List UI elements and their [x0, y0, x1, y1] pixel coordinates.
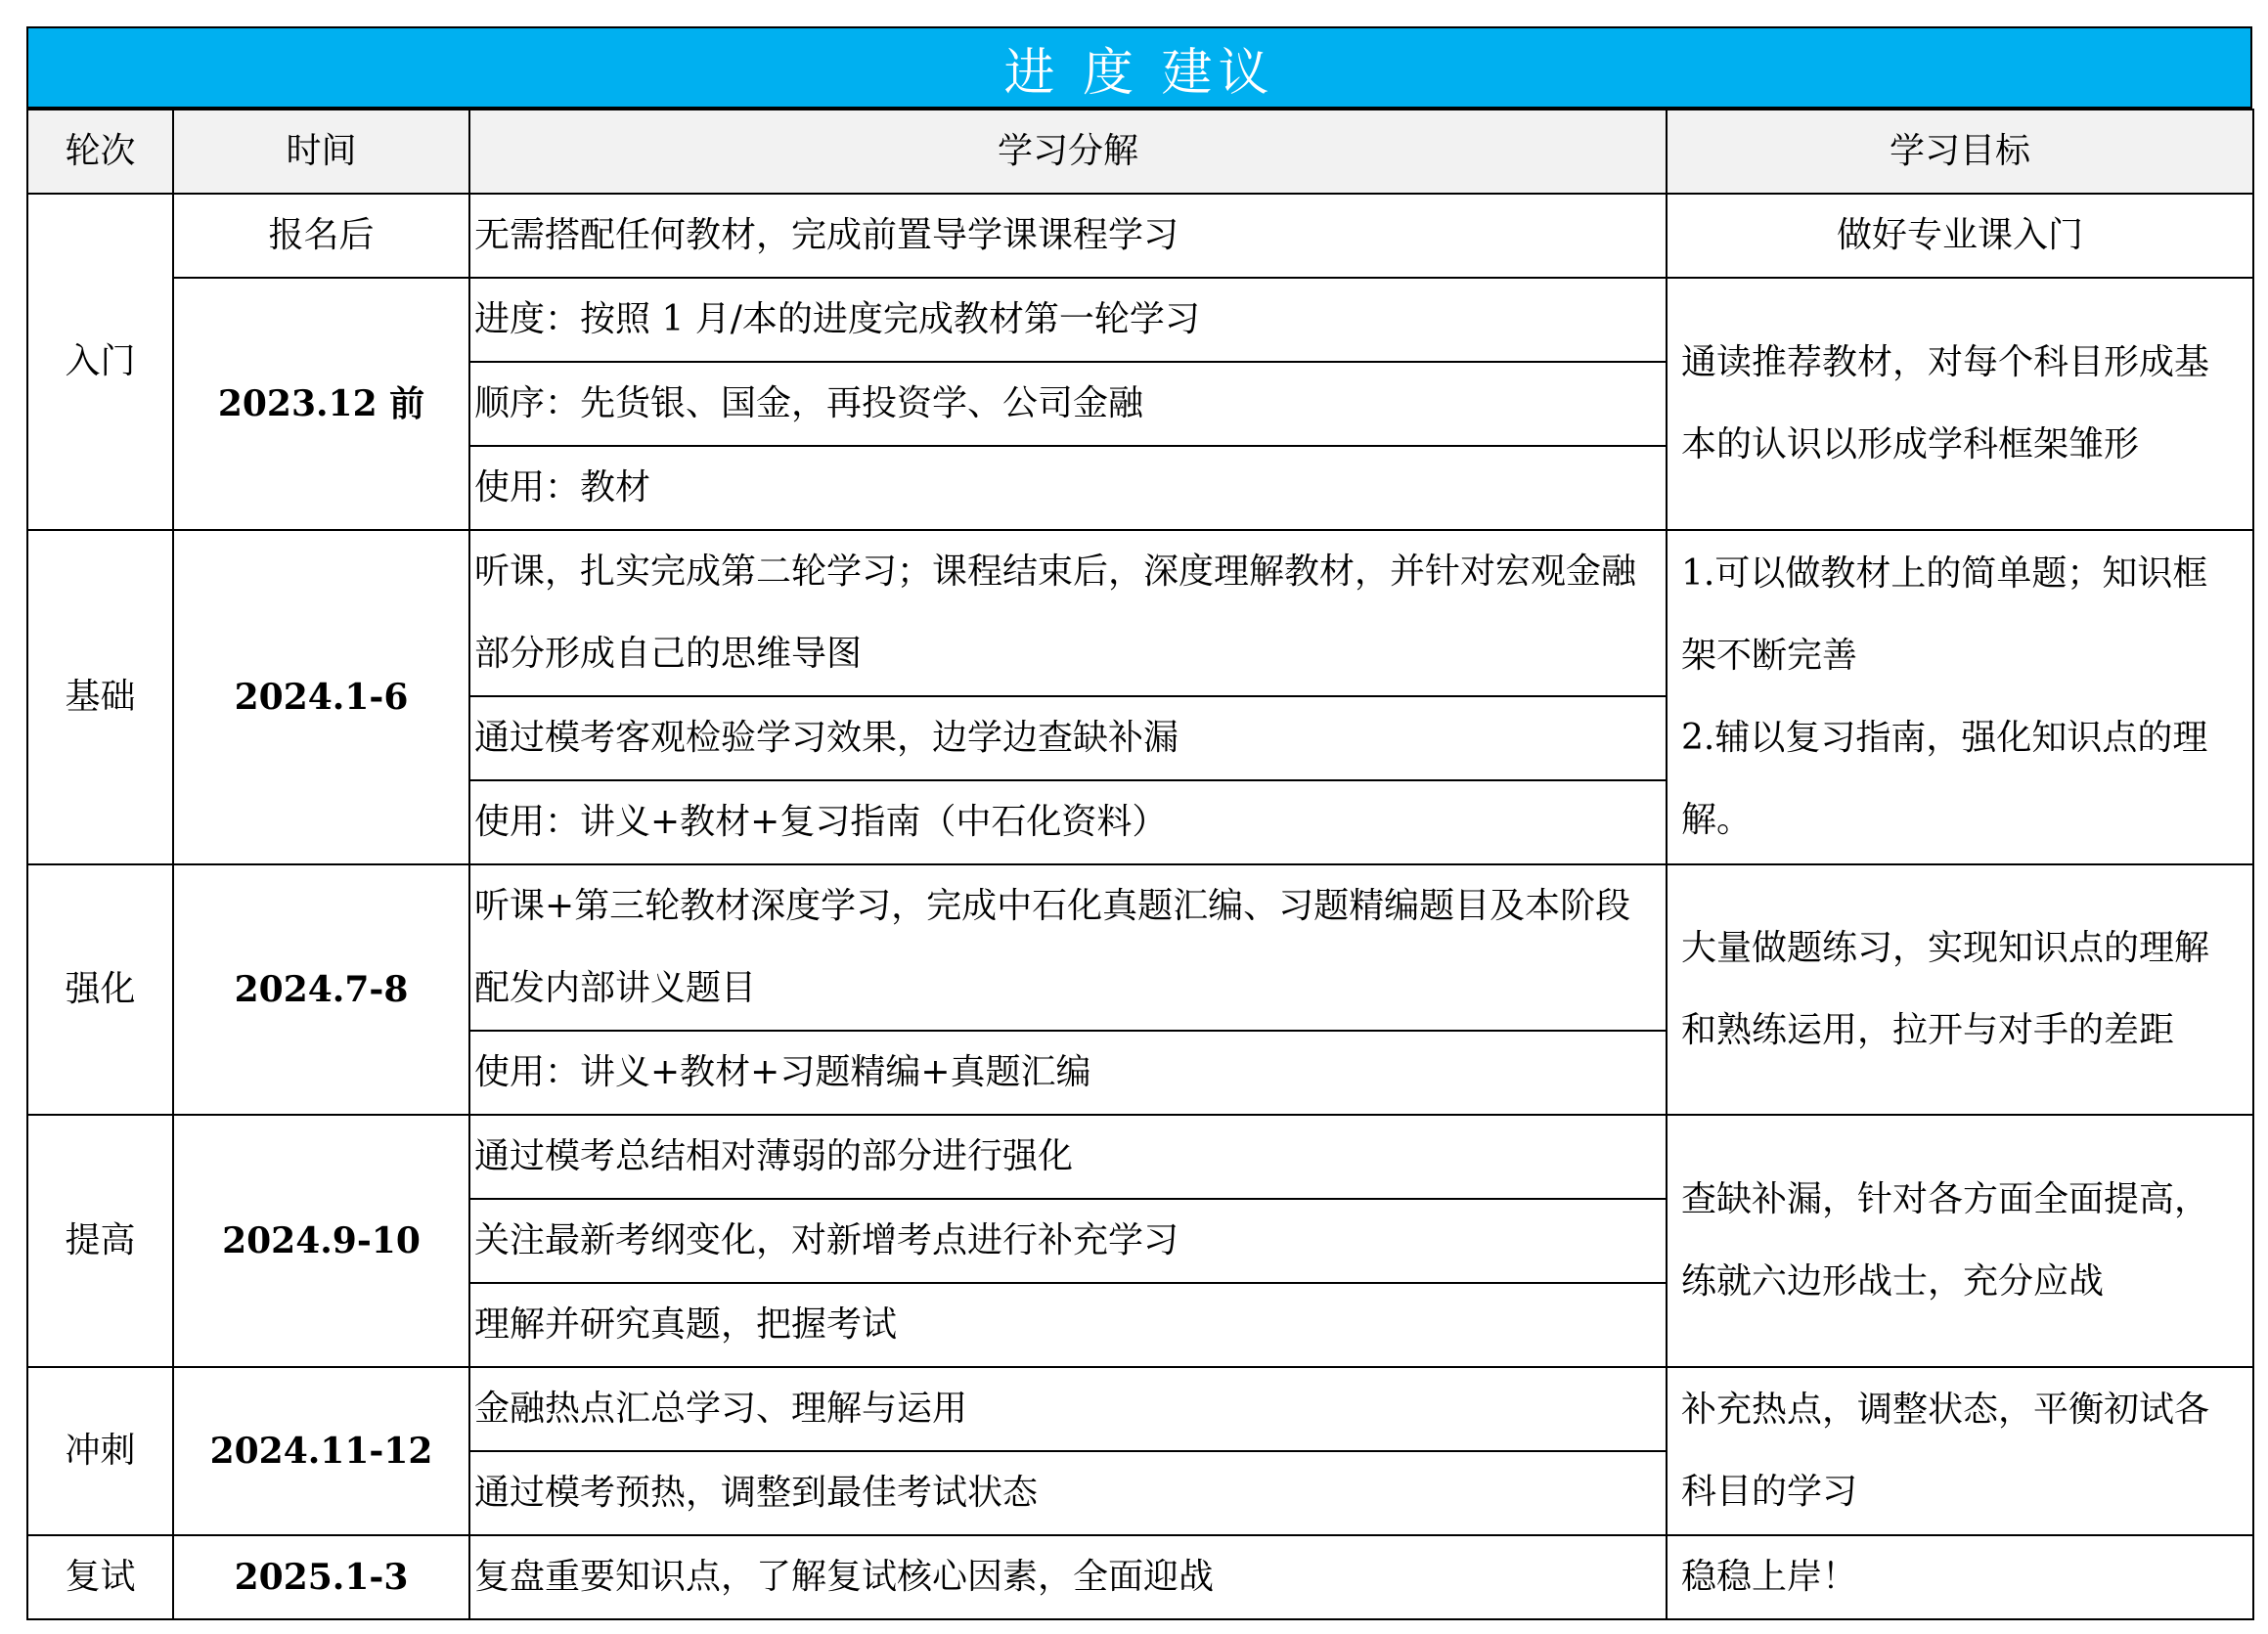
task-cell: 使用：讲义+教材+复习指南（中石化资料） — [469, 780, 1667, 864]
time-cell: 2024.1-6 — [173, 530, 469, 864]
table-row — [27, 194, 2253, 278]
task-cell: 复盘重要知识点，了解复试核心因素，全面迎战 — [469, 1535, 1667, 1619]
time-cell: 2025.1-3 — [173, 1535, 469, 1619]
goal-cell: 通读推荐教材，对每个科目形成基本的认识以形成学科框架雏形 — [1667, 278, 2253, 530]
table-row — [27, 1367, 2253, 1451]
goal-cell: 做好专业课入门 — [1667, 194, 2253, 278]
table-title: 进 度 建议 — [26, 26, 2252, 109]
task-cell: 顺序：先货银、国金，再投资学、公司金融 — [469, 362, 1667, 446]
header-round: 轮次 — [27, 110, 173, 194]
task-cell: 使用：教材 — [469, 446, 1667, 530]
table-row — [27, 1115, 2253, 1199]
header-goal: 学习目标 — [1667, 110, 2253, 194]
time-cell: 2024.7-8 — [173, 864, 469, 1115]
table-row — [27, 530, 2253, 696]
round-cell: 复试 — [27, 1535, 173, 1619]
goal-cell: 查缺补漏，针对各方面全面提高，练就六边形战士，充分应战 — [1667, 1115, 2253, 1367]
table-row — [27, 278, 2253, 362]
header-row — [27, 110, 2253, 194]
round-cell: 基础 — [27, 530, 173, 864]
schedule-table — [26, 109, 2254, 1620]
schedule-sheet — [26, 26, 2252, 1620]
header-time: 时间 — [173, 110, 469, 194]
time-cell: 2024.11-12 — [173, 1367, 469, 1535]
header-breakdown: 学习分解 — [469, 110, 1667, 194]
task-cell: 进度：按照 1 月/本的进度完成教材第一轮学习 — [469, 278, 1667, 362]
time-cell: 2024.9-10 — [173, 1115, 469, 1367]
task-cell: 金融热点汇总学习、理解与运用 — [469, 1367, 1667, 1451]
round-cell: 强化 — [27, 864, 173, 1115]
time-cell: 报名后 — [173, 194, 469, 278]
goal-cell: 稳稳上岸！ — [1667, 1535, 2253, 1619]
round-cell: 提高 — [27, 1115, 173, 1367]
round-cell: 入门 — [27, 194, 173, 530]
goal-cell: 补充热点，调整状态，平衡初试各科目的学习 — [1667, 1367, 2253, 1535]
goal-cell: 1.可以做教材上的简单题；知识框架不断完善 2.辅以复习指南，强化知识点的理解。 — [1667, 530, 2253, 864]
table-row — [27, 864, 2253, 1031]
task-cell: 通过模考预热，调整到最佳考试状态 — [469, 1451, 1667, 1535]
task-cell: 通过模考总结相对薄弱的部分进行强化 — [469, 1115, 1667, 1199]
round-cell: 冲刺 — [27, 1367, 173, 1535]
time-cell: 2023.12 前 — [173, 278, 469, 530]
task-cell: 理解并研究真题，把握考试 — [469, 1283, 1667, 1367]
task-cell: 无需搭配任何教材，完成前置导学课课程学习 — [469, 194, 1667, 278]
goal-cell: 大量做题练习，实现知识点的理解和熟练运用，拉开与对手的差距 — [1667, 864, 2253, 1115]
task-cell: 关注最新考纲变化，对新增考点进行补充学习 — [469, 1199, 1667, 1283]
task-cell: 使用：讲义+教材+习题精编+真题汇编 — [469, 1031, 1667, 1115]
task-cell: 通过模考客观检验学习效果，边学边查缺补漏 — [469, 696, 1667, 780]
task-cell: 听课，扎实完成第二轮学习；课程结束后，深度理解教材，并针对宏观金融部分形成自己的思维导图 — [469, 530, 1667, 696]
table-row — [27, 1535, 2253, 1619]
task-cell: 听课+第三轮教材深度学习，完成中石化真题汇编、习题精编题目及本阶段配发内部讲义题目 — [469, 864, 1667, 1031]
